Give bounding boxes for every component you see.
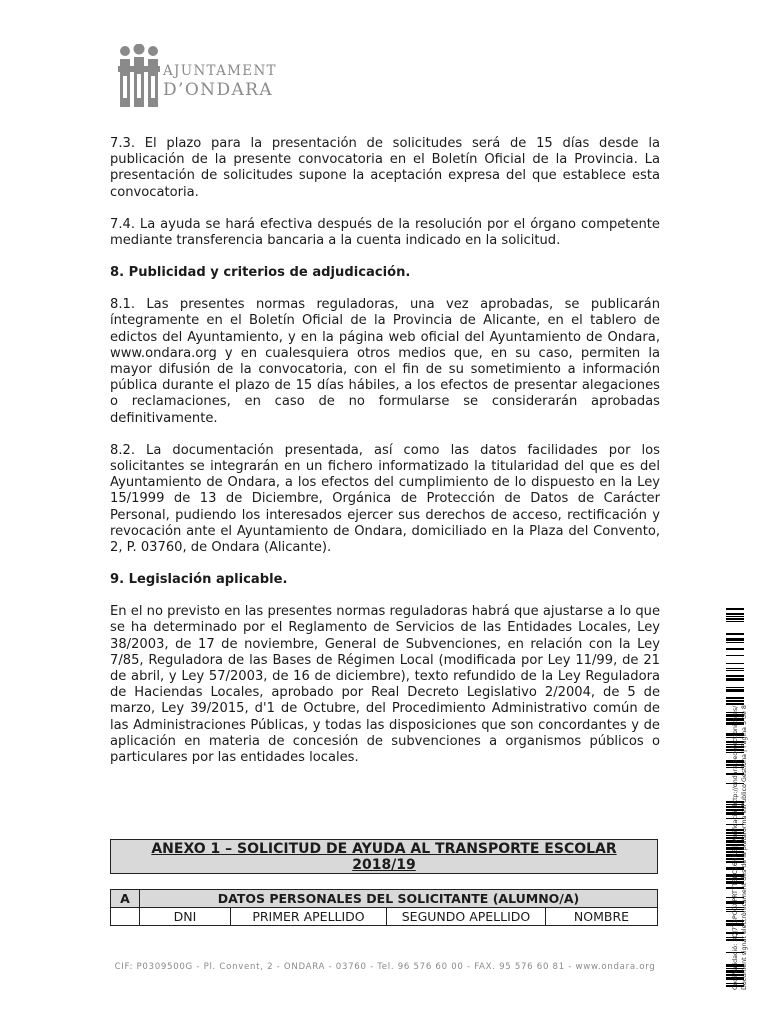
annex-title-line2: 2018/19: [352, 857, 416, 873]
column-primer-apellido: PRIMER APELLIDO: [231, 908, 387, 926]
logo-line1: AJUNTAMENT: [163, 63, 277, 79]
paragraph-7-3: 7.3. El plazo para la presentación de solicitudes será de 15 días desde la publicación de la presente convocatoria en el Boletín Oficial de la Provincia. La presentación de solicitudes supone la aceptación expresa del que establece esta convocatoria.: [110, 136, 660, 200]
form-section-letter: A: [111, 890, 140, 908]
page-footer: CIF: P0309500G - Pl. Convent, 2 - ONDARA - 03760 - Tel. 96 576 60 00 - FAX. 95 576 60 81 - www.ondara.org: [114, 962, 656, 972]
annex-title-line1: ANEXO 1 – SOLICITUD DE AYUDA AL TRANSPORTE ESCOLAR: [151, 841, 617, 857]
validation-stamp-line2: Document signat electrònicament des de la plataforma esPublico Gestiona | Pàgina 5 de 8: [741, 705, 748, 990]
column-segundo-apellido: SEGUNDO APELLIDO: [387, 908, 546, 926]
paragraph-8-2: 8.2. La documentación presentada, así como las datos facilidades por los solicitantes se integrarán en un fichero informatizado la titularidad del que es del Ayuntamiento de Ondara, a los efectos del cumplimiento de lo dispuesto en la Ley 15/1999 de 13 de Diciembre, Orgánica de Protección de Datos de Carácter Personal, pudiendo los interesados ejercer sus derechos de acceso, rectificación y revocación ante el Ayuntamiento de Ondara, domiciliado en la Plaza del Convento, 2, P. 03760, de Ondara (Alicante).: [110, 442, 660, 556]
validation-stamp: [731, 690, 749, 990]
paragraph-9: En el no previsto en las presentes normas reguladoras habrá que ajustarse a lo que se ha determinado por el Reglamento de Servicios de las Entidades Locales, Ley 38/2003, de 17 de noviembre, General de Subvenciones, en relación con la Ley 7/85, Reguladora de las Bases de Régimen Local (modificada por Ley 11/99, de 21 de abril, y Ley 57/2003, de 16 de diciembre), texto refundido de la Ley Reguladora de Haciendas Locales, aprobado por Real Decreto Legislativo 2/2004, de 5 de marzo, Ley 39/2015, d'1 de Octubre, del Procedimiento Administrativo común de las Administraciones Públicas, y todas las disposiciones que son concordantes y de aplicación en materia de concesión de subvenciones a organismos públicos o particulares por las entidades locales.: [110, 604, 660, 766]
applicant-form-table: [110, 889, 658, 926]
form-section-title: DATOS PERSONALES DEL SOLICITANTE (ALUMNO/A): [140, 890, 658, 908]
validation-stamp-line1: Codi Validació: 3QJ7T3PCGXPRT7T5KC26HRE | Verificació: http://ondara.sedelectronica.es/: [732, 705, 739, 990]
document-body: [110, 136, 660, 782]
heading-section-9: 9. Legislación aplicable.: [110, 572, 288, 588]
ondara-crest-icon: [118, 44, 160, 110]
form-section-header-row: [111, 890, 658, 908]
form-column-headers-row: [111, 908, 658, 926]
form-blank-cell: [111, 908, 140, 926]
heading-section-8: 8. Publicidad y criterios de adjudicación.: [110, 265, 411, 281]
logo-line2: D’ONDARA: [163, 80, 274, 100]
annex-title: [110, 839, 658, 874]
column-dni: DNI: [140, 908, 231, 926]
ajuntament-logo: [118, 44, 298, 110]
logo-wordmark: [163, 62, 277, 100]
column-nombre: NOMBRE: [546, 908, 658, 926]
paragraph-8-1: 8.1. Las presentes normas reguladoras, una vez aprobadas, se publicarán íntegramente en el Boletín Oficial de la Provincia de Alicante, en el tablero de edictos del Ayuntamiento, y en la página web oficial del Ayuntamiento de Ondara, www.ondara.org y en cualesquiera otros medios que, en su caso, permiten la mayor difusión de la convocatoria, con el fin de su sometimiento a información pública durante el plazo de 15 días hábiles, a los efectos de presentar alegaciones o reclamaciones, en caso de no formularse se considerarán aprobadas definitivamente.: [110, 297, 660, 426]
paragraph-7-4: 7.4. La ayuda se hará efectiva después de la resolución por el órgano competente mediante transferencia bancaria a la cuenta indicado en la solicitud.: [110, 216, 660, 249]
